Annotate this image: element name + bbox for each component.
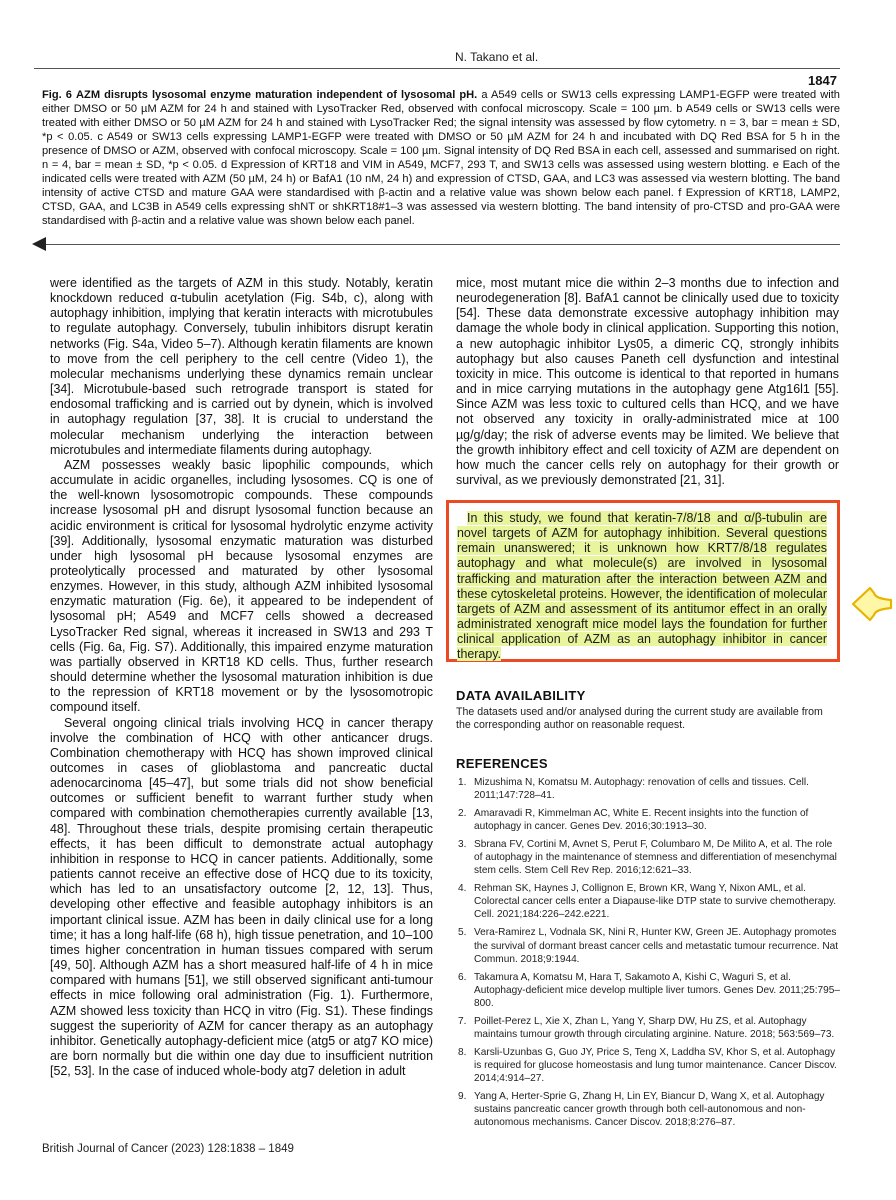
reference-item [456, 776, 840, 802]
reference-item [456, 838, 840, 877]
highlighted-conclusion-box [446, 500, 840, 662]
reference-number: 9. [458, 1090, 467, 1102]
reference-text: Karsli-Uzunbas G, Guo JY, Price S, Teng X, Laddha SV, Khor S, et al. Autophagy is required for glucose homeostasis and lung tumor maintenance. Cancer Discov. 2014;4:914–27. [474, 1046, 837, 1084]
paragraph: were identified as the targets of AZM in this study. Notably, keratin knockdown reduced α-tubulin acetylation (Fig. S4b, c), along with autophagy inhibition, implying that keratin interacts with microtubules to regulate autophagy. Conversely, tubulin inhibitors disrupt keratin networks (Fig. S4a, Video 5–7). Although keratin filaments are known to move from the cell periphery to the cell centre (Video 1), the molecular mechanisms underlying these dynamics remain unclear [34]. Microtubule-based such retrograde transport is stated for endosomal trafficking and is carried out by dynein, which is involved in autophagy regulation [37, 38]. It is crucial to understand the molecular mechanism underlying the interaction between microtubules and intermediate filaments during autophagy. [50, 276, 433, 457]
caption-divider [34, 244, 840, 245]
right-text-column [456, 276, 839, 488]
journal-footer: British Journal of Cancer (2023) 128:1838 – 1849 [42, 1143, 294, 1155]
reference-text: Vera-Ramirez L, Vodnala SK, Nini R, Hunter KW, Green JE. Autophagy promotes the survival of dormant breast cancer cells and metastatic tumour recurrence. Nat Commun. 2018;9:1944. [474, 927, 839, 965]
highlighted-paragraph [457, 511, 827, 663]
reference-number: 5. [458, 927, 467, 939]
reference-number: 7. [458, 1015, 467, 1027]
reference-item [456, 807, 840, 833]
reference-text: Mizushima N, Komatsu M. Autophagy: renovation of cells and tissues. Cell. 2011;147:728–41. [474, 777, 809, 802]
caption-title: AZM disrupts lysosomal enzyme maturation independent of lysosomal pH. [76, 89, 478, 101]
reference-item [456, 1015, 840, 1041]
reference-text: Sbrana FV, Cortini M, Avnet S, Perut F, Columbaro M, De Milito A, et al. The role of autophagy in the maintenance of stemness and differentiation of mesenchymal stem cells. Stem Cell Rev Rep. 2016;12:621–33. [474, 839, 837, 877]
caption-text: a A549 cells or SW13 cells expressing LAMP1-EGFP were treated with either DMSO or 50 µM AZM for 24 h and stained with LysoTracker Red, observed with confocal microscopy. Scale = 100 µm. b A549 cells or SW13 cells were treated with either DMSO or 50 µM AZM for 24 h and stained with LysoTracker Red; the signal intensity was assessed by flow cytometry. n = 3, bar = mean ± SD, *p < 0.05. c A549 or SW13 cells expressing LAMP1-EGFP were treated with DMSO or 50 µM AZM for 24 h and incubated with DQ Red BSA for 5 h in the presence of DMSO or AZM, observed with confocal microscopy. Scale = 100 µm. Signal intensity of DQ Red BSA in each cell, assessed and summarised on right. n = 4, bar = mean ± SD, *p < 0.05. d Expression of KRT18 and VIM in A549, MCF7, 293 T, and SW13 cells was assessed using western blotting. e Each of the indicated cells were treated with AZM (50 µM, 24 h) or BafA1 (10 nM, 24 h) and expression of CTSD, GAA, and LC3 was assessed via western blotting. The band intensity of active CTSD and mature GAA were standardised with β-actin and a relative value was shown below each panel. f Expression of KRT18, LAMP2, CTSD, GAA, and LC3B in A549 cells expressing shNT or shKRT18#1–3 was assessed via western blotting. The band intensity of pro-CTSD and pro-GAA were standardised with β-actin and a relative value was shown below each panel. [42, 89, 840, 228]
figure-caption [42, 88, 840, 228]
caption-label: Fig. 6 [42, 89, 72, 101]
reference-item [456, 971, 840, 1010]
data-availability-heading: DATA AVAILABILITY [456, 688, 586, 703]
paragraph: Several ongoing clinical trials involving HCQ in cancer therapy involve the combination of HCQ with other anticancer drugs. Combination chemotherapy with HCQ has shown improved clinical outcomes in cases of glioblastoma and pancreatic ductal adenocarcinoma [45–47], but some trials did not show beneficial outcomes or sufficient benefit to warrant further study when compared with combination chemotherapies currently available [13, 48]. Throughout these trials, despite promising certain therapeutic effects, it has been difficult to demonstrate actual autophagy inhibition in response to HCQ in cancer patients. Additionally, some patients cannot receive an effective dose of HCQ due to its toxicity, which has led to an unsatisfactory outcome [2, 12, 13]. Thus, developing other effective and feasible autophagy inhibitors is an important clinical issue. AZM has been in daily clinical use for a long time; it has a long half-life (68 h), high tissue penetration, and 10–100 times higher concentration in human tissues compared with serum [49, 50]. Although AZM has a short measured half-life of 4 h in mice compared with humans [51], we still observed significant anti-tumour effects in mice following oral administration (Fig. 1). Furthermore, AZM showed less toxicity than HCQ in vitro (Fig. S1). These findings suggest the superiority of AZM for cancer therapy as an autophagy inhibitor. Genetically autophagy-deficient mice (atg5 or atg7 KO mice) are born normally but die within one day due to insufficient nutrition [52, 53]. In the case of induced whole-body atg7 deletion in adult [50, 715, 433, 1079]
reference-item [456, 1090, 840, 1129]
reference-number: 2. [458, 808, 467, 820]
reference-number: 8. [458, 1046, 467, 1058]
reference-item [456, 926, 840, 965]
reference-text: Yang A, Herter-Sprie G, Zhang H, Lin EY, Biancur D, Wang X, et al. Autophagy sustains pancreatic cancer growth through both cell-autonomous and non-autonomous mechanisms. Cancer Discov. 2018;8:276–87. [474, 1090, 825, 1129]
reference-number: 6. [458, 971, 467, 983]
reference-list [456, 776, 840, 1134]
reference-number: 1. [458, 777, 467, 788]
reference-text: Poillet-Perez L, Xie X, Zhan L, Yang Y, Sharp DW, Hu ZS, et al. Autophagy maintains tumour growth through circulating arginine. Nature. 2018; 563:569–73. [474, 1015, 835, 1040]
reference-number: 3. [458, 839, 467, 851]
yellow-pointer-arrow-icon [850, 584, 894, 624]
reference-text: Takamura A, Komatsu M, Hara T, Sakamoto A, Kishi C, Waguri S, et al. Autophagy-deficient mice develop multiple liver tumors. Genes Dev. 2011;25:795–800. [474, 971, 841, 1009]
left-arrow-icon [30, 236, 50, 252]
page-number: 1847 [808, 73, 837, 88]
left-text-column [50, 276, 433, 1079]
reference-item [456, 882, 840, 921]
paragraph: mice, most mutant mice die within 2–3 months due to infection and neurodegeneration [8]. BafA1 cannot be clinically used due to toxicity [54]. These data demonstrate excessive autophagy inhibition may damage the whole body in clinical application. Supporting this notion, a new autophagic inhibitor Lys05, a dimeric CQ, strongly inhibits autophagy but also causes Paneth cell dysfunction and intestinal toxicity in mice. This outcome is identical to that reported in humans and in mice carrying mutations in the autophagy gene Atg16l1 [55]. Since AZM was less toxic to cultured cells than HCQ, and we have not observed any toxicity in orally-administrated mice at 100 µg/g/day; the risk of adverse events may be limited. We believe that the growth inhibitory effect and cell toxicity of AZM are dependent on how much the cancer cells rely on autophagy for their growth or survival, as we previously demonstrated [21, 31]. [456, 276, 839, 488]
running-header-author: N. Takano et al. [455, 50, 539, 64]
paragraph: AZM possesses weakly basic lipophilic compounds, which accumulate in acidic organelles, including lysosomes. CQ is one of the well-known lysosomotropic compounds. These compounds increase lysosomal pH and disrupt lysosomal function because an acidic environment is critical for lysosomal hydrolytic enzyme activity [39]. Additionally, lysosomal enzymatic maturation was disturbed under high lysosomal pH because lysosomal enzymes are proteolytically processed and maturated by other lysosomal enzymes. However, in this study, although AZM inhibited lysosomal enzymatic maturation (Fig. 6e), it appeared to be independent of lysosomal pH; A549 and MCF7 cells showed a decreased LysoTracker Red signal, whereas it increased in SW13 and 293 T cells (Fig. 6a, Fig. S7). Additionally, this impaired enzyme maturation was partially observed in KRT18 KD cells. Thus, further research should determine whether the lysosomal maturation inhibition is due to the repression of KRT18 movement or by the lysosomotropic compound itself. [50, 457, 433, 715]
highlighted-text: In this study, we found that keratin-7/8/18 and α/β-tubulin are novel targets of AZM for autophagy inhibition. Several questions remain unanswered; it is unknown how KRT7/8/18 regulates autophagy and what molecule(s) are involved in lysosomal trafficking and maturation after the interaction between AZM and these cytoskeletal proteins. However, the identification of molecular targets of AZM and assessment of its antitumor effect in an orally administrated xenograft mice model lays the foundation for further clinical application of AZM as an autophagy inhibitor in cancer therapy. [457, 511, 827, 662]
data-availability-text: The datasets used and/or analysed during the current study are available from the corresponding author on reasonable request. [456, 706, 823, 732]
reference-text: Amaravadi R, Kimmelman AC, White E. Recent insights into the function of autophagy in cancer. Genes Dev. 2016;30:1913–30. [474, 808, 809, 833]
reference-text: Rehman SK, Haynes J, Collignon E, Brown KR, Wang Y, Nixon AML, et al. Colorectal cancer cells enter a Diapause-like DTP state to survive chemotherapy. Cell. 2021;184:226–242.e221. [474, 883, 837, 921]
references-heading: REFERENCES [456, 756, 548, 771]
header-divider [34, 68, 840, 69]
reference-number: 4. [458, 883, 467, 895]
reference-item [456, 1046, 840, 1085]
